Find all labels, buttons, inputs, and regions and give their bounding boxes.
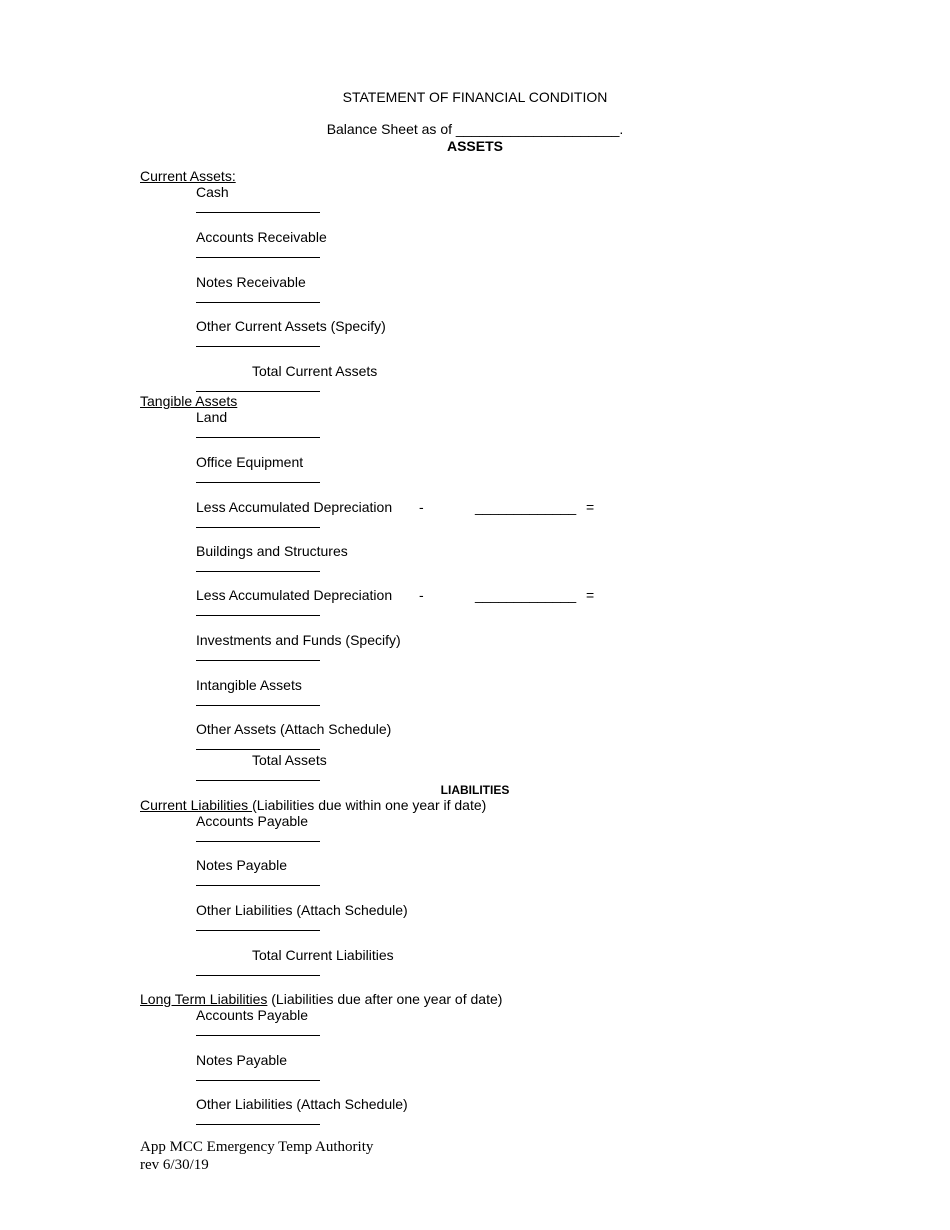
- buildings-depreciation-blank[interactable]: _____________: [475, 587, 577, 603]
- office-equipment-label: Office Equipment: [196, 454, 304, 470]
- footer-form-name: App MCC Emergency Temp Authority: [140, 1139, 374, 1155]
- office-depreciation-label: Less Accumulated Depreciation: [196, 499, 393, 515]
- current-accounts-payable-label: Accounts Payable: [196, 813, 309, 829]
- total-current-assets-label: Total Current Assets: [252, 363, 378, 379]
- total-assets-label: Total Assets: [252, 752, 327, 768]
- intangible-assets-label: Intangible Assets: [196, 677, 302, 693]
- cash-label: Cash: [196, 184, 229, 200]
- buildings-depreciation-equals: =: [586, 587, 595, 603]
- current-other-liabilities-amount-blank[interactable]: [196, 930, 320, 931]
- other-current-assets-label: Other Current Assets (Specify): [196, 318, 386, 334]
- balance-sheet-label: Balance Sheet as of: [326, 121, 452, 137]
- total-assets-amount-blank[interactable]: [196, 780, 320, 781]
- notes-receivable-label: Notes Receivable: [196, 274, 306, 290]
- office-net-amount-blank[interactable]: [196, 527, 320, 528]
- liabilities-heading: LIABILITIES: [440, 783, 510, 797]
- investments-funds-amount-blank[interactable]: [196, 660, 320, 661]
- accounts-receivable-amount-blank[interactable]: [196, 257, 320, 258]
- footer-revision: rev 6/30/19: [140, 1157, 209, 1173]
- long-term-notes-payable-amount-blank[interactable]: [196, 1080, 320, 1081]
- balance-sheet-date-blank[interactable]: _____________________.: [455, 121, 624, 137]
- document-title: STATEMENT OF FINANCIAL CONDITION: [342, 89, 608, 105]
- long-term-notes-payable-label: Notes Payable: [196, 1052, 288, 1068]
- buildings-net-amount-blank[interactable]: [196, 615, 320, 616]
- tangible-assets-heading: Tangible Assets: [140, 393, 238, 409]
- current-notes-payable-label: Notes Payable: [196, 857, 288, 873]
- current-liabilities-note: (Liabilities due within one year if date): [252, 797, 487, 813]
- long-term-liabilities-heading: Long Term Liabilities: [140, 991, 268, 1007]
- current-other-liabilities-label: Other Liabilities (Attach Schedule): [196, 902, 408, 918]
- accounts-receivable-label: Accounts Receivable: [196, 229, 327, 245]
- intangible-assets-amount-blank[interactable]: [196, 705, 320, 706]
- other-assets-label: Other Assets (Attach Schedule): [196, 721, 392, 737]
- balance-sheet-date-line: [0, 121, 950, 137]
- buildings-depreciation-minus: -: [419, 587, 424, 603]
- total-current-liabilities-amount-blank[interactable]: [196, 975, 320, 976]
- office-equipment-amount-blank[interactable]: [196, 482, 320, 483]
- buildings-depreciation-label: Less Accumulated Depreciation: [196, 587, 393, 603]
- buildings-structures-label: Buildings and Structures: [196, 543, 348, 559]
- total-current-liabilities-label: Total Current Liabilities: [252, 947, 394, 963]
- current-assets-heading: Current Assets:: [140, 168, 236, 184]
- buildings-structures-amount-blank[interactable]: [196, 571, 320, 572]
- long-term-accounts-payable-amount-blank[interactable]: [196, 1035, 320, 1036]
- long-term-other-liabilities-amount-blank[interactable]: [196, 1124, 320, 1125]
- office-depreciation-blank[interactable]: _____________: [475, 499, 577, 515]
- land-amount-blank[interactable]: [196, 437, 320, 438]
- long-term-accounts-payable-label: Accounts Payable: [196, 1007, 309, 1023]
- other-current-assets-amount-blank[interactable]: [196, 346, 320, 347]
- assets-heading: ASSETS: [446, 138, 503, 154]
- long-term-other-liabilities-label: Other Liabilities (Attach Schedule): [196, 1096, 408, 1112]
- land-label: Land: [196, 409, 228, 425]
- other-assets-amount-blank[interactable]: [196, 749, 320, 750]
- current-notes-payable-amount-blank[interactable]: [196, 885, 320, 886]
- office-depreciation-equals: =: [586, 499, 595, 515]
- notes-receivable-amount-blank[interactable]: [196, 302, 320, 303]
- office-depreciation-minus: -: [419, 499, 424, 515]
- current-accounts-payable-amount-blank[interactable]: [196, 841, 320, 842]
- long-term-liabilities-note: (Liabilities due after one year of date): [267, 991, 503, 1007]
- current-liabilities-heading: Current Liabilities: [140, 797, 253, 813]
- long-term-liabilities-heading-line: [140, 991, 502, 1007]
- total-current-assets-amount-blank[interactable]: [196, 391, 320, 392]
- cash-amount-blank[interactable]: [196, 212, 320, 213]
- current-liabilities-heading-line: [140, 797, 486, 813]
- investments-funds-label: Investments and Funds (Specify): [196, 632, 401, 648]
